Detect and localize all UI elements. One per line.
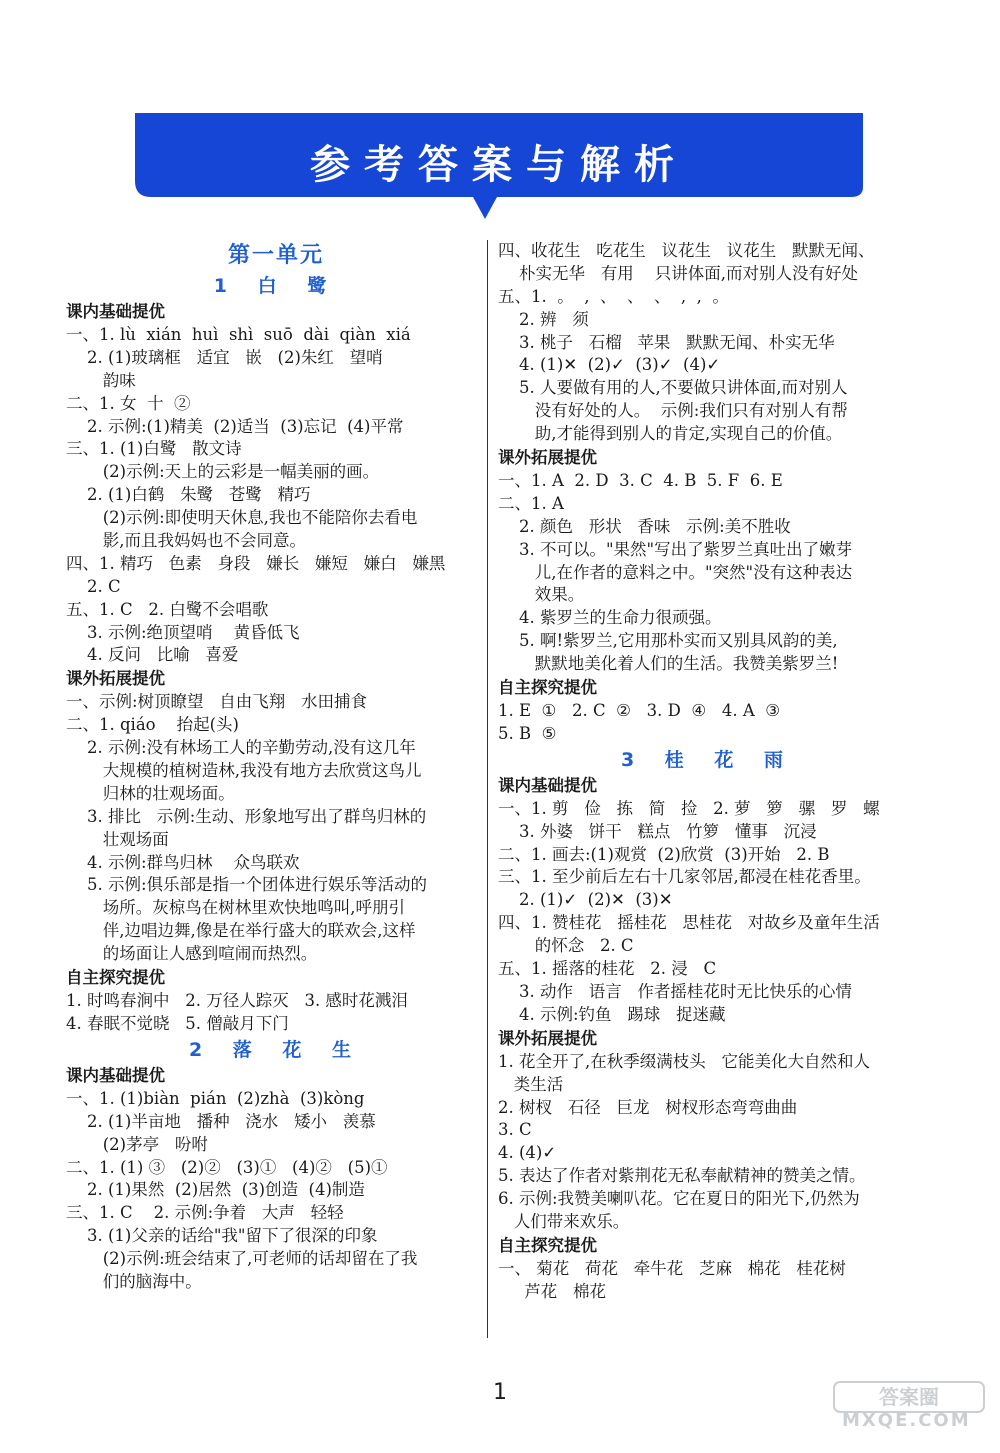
answer-line: 5. 啊!紫罗兰,它用那朴实而又别具风韵的美, <box>498 631 838 651</box>
answer-line: 效果。 <box>498 585 585 605</box>
banner-title: 参考答案与解析 <box>310 142 688 188</box>
answer-line: 儿,在作者的意料之中。"突然"没有这种表达 <box>498 562 853 582</box>
section-heading: 课外拓展提优 <box>498 1028 597 1048</box>
answer-line: 类生活 <box>498 1074 564 1094</box>
answer-line: (2)茅亭 吩咐 <box>66 1134 208 1154</box>
answer-line: (2)示例:班会结束了,可老师的话却留在了我 <box>66 1249 418 1269</box>
section-heading: 课外拓展提优 <box>498 448 597 468</box>
answer-line: 4. 示例:钓鱼 踢球 捉迷藏 <box>498 1004 726 1024</box>
right-column <box>498 240 918 1304</box>
answer-line: 的怀念 2. C <box>498 936 634 956</box>
answer-line: 一、 菊花 荷花 牵牛花 芝麻 棉花 桂花树 <box>498 1258 846 1278</box>
unit-heading: 第一单元 <box>227 243 324 268</box>
answer-line: 3. 排比 示例:生动、形象地写出了群鸟归林的 <box>66 806 427 826</box>
answer-line: 3. 外婆 饼干 糕点 竹箩 懂事 沉浸 <box>498 821 817 841</box>
answer-line: 3. 示例:绝顶望哨 黄昏低飞 <box>66 622 300 642</box>
answer-line: 4. 反问 比喻 喜爱 <box>66 645 239 665</box>
answer-line: 五、1. 。 , 、 、 、 , , 。 <box>498 286 729 306</box>
answer-line: 三、1. (1)白鹭 散文诗 <box>66 439 242 459</box>
answer-line: 4. 示例:群鸟归林 众鸟联欢 <box>66 852 300 872</box>
section-heading: 课内基础提优 <box>66 302 165 321</box>
answer-line: 2. (1)✓ (2)✕ (3)✕ <box>498 890 673 910</box>
answer-line: 2. (1)果然 (2)居然 (3)创造 (4)制造 <box>66 1180 365 1200</box>
answer-line: 4. (4)✓ <box>498 1143 557 1163</box>
column-divider <box>487 240 488 1338</box>
answer-line: 芦花 棉花 <box>498 1281 606 1301</box>
answer-line: 2. 辨 须 <box>498 309 589 329</box>
answer-line: 2. (1)白鹤 朱鹭 苍鹭 精巧 <box>66 485 311 505</box>
answer-line: 大规模的植树造林,我没有地方去欣赏这鸟儿 <box>66 761 422 781</box>
answer-line: 影,而且我妈妈也不会同意。 <box>66 531 306 551</box>
section-heading: 课外拓展提优 <box>66 669 165 689</box>
answer-line: 四、1. 赞桂花 摇桂花 思桂花 对故乡及童年生活 <box>498 913 880 933</box>
answer-line: 场所。灰椋鸟在树林里欢快地鸣叫,呼朋引 <box>66 898 405 918</box>
answer-line: 5. 人要做有用的人,不要做只讲体面,而对别人 <box>498 378 848 398</box>
answer-line: 伴,边唱边舞,像是在举行盛大的联欢会,这样 <box>66 921 416 941</box>
answer-line: 1. E ① 2. C ② 3. D ④ 4. A ③ <box>498 701 781 721</box>
answer-line: 一、1. A 2. D 3. C 4. B 5. F 6. E <box>498 471 783 491</box>
answer-line: (2)示例:即使明天休息,我也不能陪你去看电 <box>66 508 418 528</box>
answer-line: 五、1. 摇落的桂花 2. 浸 C <box>498 959 717 979</box>
answer-line: 4. 春眠不觉晓 5. 僧敲月下门 <box>66 1013 289 1033</box>
answer-line: 3. C <box>498 1120 532 1140</box>
answer-line: 2. C <box>66 576 121 596</box>
answer-line: 二、1. 画去:(1)观赏 (2)欣赏 (3)开始 2. B <box>498 844 830 864</box>
answer-line: 6. 示例:我赞美喇叭花。它在夏日的阳光下,仍然为 <box>498 1189 860 1209</box>
answer-line: 一、1. 剪 俭 拣 简 捡 2. 萝 箩 骡 罗 螺 <box>498 798 880 818</box>
answer-line: 2. (1)半亩地 播种 浇水 矮小 羡慕 <box>66 1111 376 1131</box>
answer-line: 一、1. (1)biàn pián (2)zhà (3)kòng <box>66 1088 365 1108</box>
answer-line: 韵味 <box>66 370 136 390</box>
answer-line: 四、1. 精巧 色素 身段 嫌长 嫌短 嫌白 嫌黑 <box>66 553 446 573</box>
answer-line: (2)示例:天上的云彩是一幅美丽的画。 <box>66 462 380 482</box>
answer-line: 三、1. C 2. 示例:争着 大声 轻轻 <box>66 1203 344 1223</box>
section-heading: 自主探究提优 <box>498 1235 597 1255</box>
answer-line: 默默地美化着人们的生活。我赞美紫罗兰! <box>498 654 839 674</box>
watermark-text: MXQE.COM <box>842 1410 971 1431</box>
answer-line: 二、1. (1) ③ (2)② (3)① (4)② (5)① <box>66 1157 388 1177</box>
watermark-logo <box>830 1380 990 1446</box>
answer-line: 归林的壮观场面。 <box>66 783 235 803</box>
section-heading: 课内基础提优 <box>498 775 597 795</box>
answer-line: 2. 示例:没有林场工人的辛勤劳动,没有这几年 <box>66 738 416 758</box>
answer-line: 4. (1)✕ (2)✓ (3)✓ (4)✓ <box>498 355 721 375</box>
answer-line: 的场面让人感到喧闹而热烈。 <box>66 944 318 964</box>
answer-line: 没有好处的人。 示例:我们只有对别人有帮 <box>498 401 848 421</box>
title-banner <box>135 113 863 221</box>
answer-line: 1. 花全开了,在秋季缀满枝头 它能美化大自然和人 <box>498 1051 870 1071</box>
answer-line: 二、1. 女 十 ② <box>66 393 191 413</box>
answer-line: 五、1. C 2. 白鹭不会唱歌 <box>66 599 269 619</box>
answer-line: 5. 示例:俱乐部是指一个团体进行娱乐等活动的 <box>66 875 428 895</box>
answer-line: 3. 桃子 石榴 苹果 默默无闻、朴实无华 <box>498 332 835 352</box>
answer-line: 四、收花生 吃花生 议花生 议花生 默默无闻、 <box>498 241 875 260</box>
lesson-heading: 3 桂 花 雨 <box>620 748 796 771</box>
answer-line: 人们带来欢乐。 <box>498 1211 630 1231</box>
answer-line: 二、1. A <box>498 493 564 513</box>
answer-line: 一、1. lù xián huì shì suō dài qiàn xiá <box>66 325 411 344</box>
answer-line: 一、示例:树顶瞭望 自由飞翔 水田捕食 <box>66 692 368 712</box>
answer-line: 4. 紫罗兰的生命力很顽强。 <box>498 608 722 628</box>
left-column <box>66 240 486 1294</box>
answer-line: 助,才能得到别人的肯定,实现自己的价值。 <box>498 424 843 444</box>
svg-text:答案圈: 答案圈 <box>879 1385 939 1409</box>
answer-line: 朴实无华 有用 只讲体面,而对别人没有好处 <box>498 263 858 283</box>
page-number: 1 <box>493 1380 507 1405</box>
answer-line: 2. 树杈 石径 巨龙 树杈形态弯弯曲曲 <box>498 1097 798 1117</box>
answer-line: 2. 示例:(1)精美 (2)适当 (3)忘记 (4)平常 <box>66 416 404 436</box>
section-heading: 自主探究提优 <box>498 678 597 698</box>
answer-line: 2. 颜色 形状 香味 示例:美不胜收 <box>498 516 791 536</box>
answer-line: 壮观场面 <box>66 829 169 849</box>
answer-line: 3. 不可以。"果然"写出了紫罗兰真吐出了嫩芽 <box>498 539 853 559</box>
answer-line: 2. (1)玻璃框 适宜 嵌 (2)朱红 望哨 <box>66 347 383 367</box>
answer-line: 三、1. 至少前后左右十几家邻居,都浸在桂花香里。 <box>498 867 871 887</box>
lesson-heading: 2 落 花 生 <box>188 1038 364 1061</box>
answer-line: 们的脑海中。 <box>66 1271 202 1291</box>
answer-line: 5. B ⑤ <box>498 723 557 743</box>
section-heading: 自主探究提优 <box>66 968 165 988</box>
answer-line: 3. (1)父亲的话给"我"留下了很深的印象 <box>66 1226 378 1246</box>
lesson-heading: 1 白 鹭 <box>213 275 339 297</box>
section-heading: 课内基础提优 <box>66 1065 165 1085</box>
answer-line: 1. 时鸣春涧中 2. 万径人踪灭 3. 感时花溅泪 <box>66 991 408 1011</box>
answer-line: 5. 表达了作者对紫荆花无私奉献精神的赞美之情。 <box>498 1166 866 1186</box>
answer-line: 二、1. qiáo 抬起(头) <box>66 715 239 735</box>
answer-line: 3. 动作 语言 作者摇桂花时无比快乐的心情 <box>498 981 852 1001</box>
